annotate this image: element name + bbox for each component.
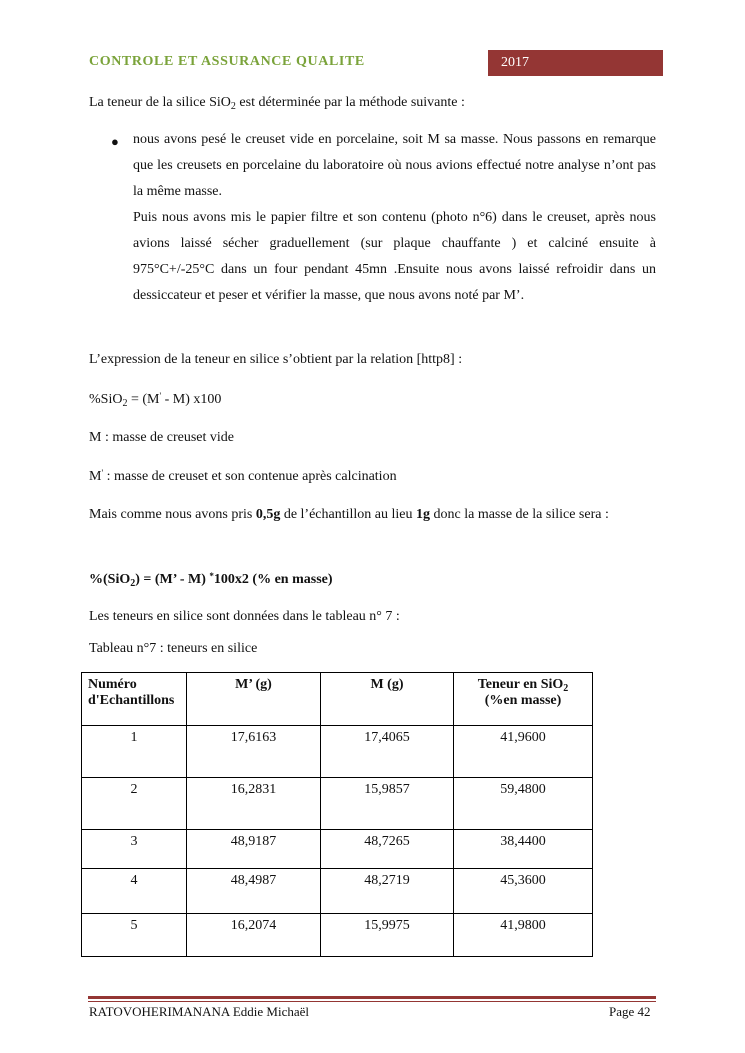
table-row	[82, 726, 593, 778]
footer-divider-thick	[88, 996, 656, 999]
formula-2	[89, 567, 656, 593]
footer-author: RATOVOHERIMANANA Eddie Michaël	[89, 1004, 310, 1019]
cell-numero: 4	[82, 869, 187, 914]
formula-2-subscript: 2	[130, 578, 136, 589]
cell-m: 15,9857	[321, 778, 454, 830]
header-title: CONTROLE ET ASSURANCE QUALITE	[89, 54, 365, 69]
cell-numero: 5	[82, 914, 187, 957]
table-caption: Tableau n°7 : teneurs en silice	[89, 641, 258, 656]
cell-m: 17,4065	[321, 726, 454, 778]
definition-m-prime	[89, 464, 656, 490]
cell-numero: 2	[82, 778, 187, 830]
teneurs-paragraph: Les teneurs en silice sont données dans le tableau n° 7 :	[89, 609, 400, 624]
cell-m-prime: 16,2831	[187, 778, 321, 830]
intro-subscript: 2	[230, 101, 236, 112]
mais-text-d: donc la masse de la silice sera :	[430, 507, 609, 522]
header-year: 2017	[488, 50, 663, 76]
definition-m-prime-symbol: M	[89, 469, 102, 484]
header-teneur-unit: (%en masse)	[484, 693, 562, 708]
cell-m-prime: 17,6163	[187, 726, 321, 778]
formula-2-part-b: ) = (M’ - M)	[135, 572, 210, 587]
formula-1-part-a: %SiO	[89, 392, 123, 407]
mais-text-c: de l’échantillon au lieu	[280, 507, 417, 522]
definition-m-prime-text: : masse de creuset et son contenue après calcination	[103, 469, 397, 484]
cell-m-prime: 48,4987	[187, 869, 321, 914]
cell-teneur: 59,4800	[454, 778, 593, 830]
table-row	[82, 778, 593, 830]
cell-m: 15,9975	[321, 914, 454, 957]
formula-2-star: *	[209, 571, 214, 581]
formula-1-subscript: 2	[122, 398, 128, 409]
cell-m-prime: 16,2074	[187, 914, 321, 957]
silica-table	[81, 672, 593, 957]
table-header-row	[82, 673, 593, 726]
footer-divider-thin	[88, 1001, 656, 1002]
bullet-paragraph-2: Puis nous avons mis le papier filtre et son contenu (photo n°6) dans le creuset, après nous avions laissé sécher graduellement (sur plaque chauffante ) et calciné ensuite à 975°C+/-25°C dans un four pendant 45mn .Ensuite nous avons laissé refroidir dans un dessiccateur et peser et vérifier la masse, que nous avons noté par M’.	[133, 210, 656, 303]
cell-m-prime: 48,9187	[187, 830, 321, 869]
cell-teneur: 45,3600	[454, 869, 593, 914]
header-numero: Numéro d'Echantillons	[82, 673, 187, 726]
header-teneur-text: Teneur en SiO	[477, 677, 564, 692]
formula-1	[89, 387, 656, 413]
formula-1-prime: '	[159, 391, 162, 401]
mais-paragraph	[89, 502, 656, 528]
cell-m: 48,2719	[321, 869, 454, 914]
cell-teneur: 41,9600	[454, 726, 593, 778]
intro-text-after: est déterminée par la méthode suivante :	[235, 95, 465, 110]
formula-1-part-c: - M) x100	[161, 392, 222, 407]
definition-m: M : masse de creuset vide	[89, 430, 235, 445]
cell-numero: 1	[82, 726, 187, 778]
mais-bold-1: 0,5g	[255, 507, 281, 522]
table-row	[82, 914, 593, 957]
cell-m: 48,7265	[321, 830, 454, 869]
cell-teneur: 38,4400	[454, 830, 593, 869]
formula-2-part-c: 100x2 (% en masse)	[213, 572, 333, 587]
bullet-dot-icon: ●	[111, 134, 119, 149]
definition-m-prime-mark: '	[101, 468, 104, 478]
footer-page-number: Page 42	[609, 1004, 651, 1019]
table-row	[82, 869, 593, 914]
header-teneur-subscript: 2	[563, 683, 569, 694]
bullet-paragraph-1: nous avons pesé le creuset vide en porcelaine, soit M sa masse. Nous passons en remarque que les creusets en porcelaine du laboratoire où nous avions effectué notre analyse n’ont pas la même masse.	[133, 132, 656, 199]
cell-numero: 3	[82, 830, 187, 869]
expression-paragraph: L’expression de la teneur en silice s’obtient par la relation [http8] :	[89, 352, 463, 367]
header-m-prime: M’ (g)	[187, 673, 321, 726]
mais-bold-2: 1g	[416, 507, 431, 522]
formula-2-part-a: %(SiO	[89, 572, 131, 587]
intro-paragraph	[89, 90, 656, 116]
formula-1-part-b: = (M	[127, 392, 160, 407]
intro-text-before: La teneur de la silice SiO	[89, 95, 231, 110]
mais-text-a: Mais comme nous avons pris	[89, 507, 256, 522]
cell-teneur: 41,9800	[454, 914, 593, 957]
table-row	[82, 830, 593, 869]
header-m: M (g)	[321, 673, 454, 726]
bullet-paragraph	[133, 127, 656, 309]
header-teneur	[454, 673, 593, 726]
